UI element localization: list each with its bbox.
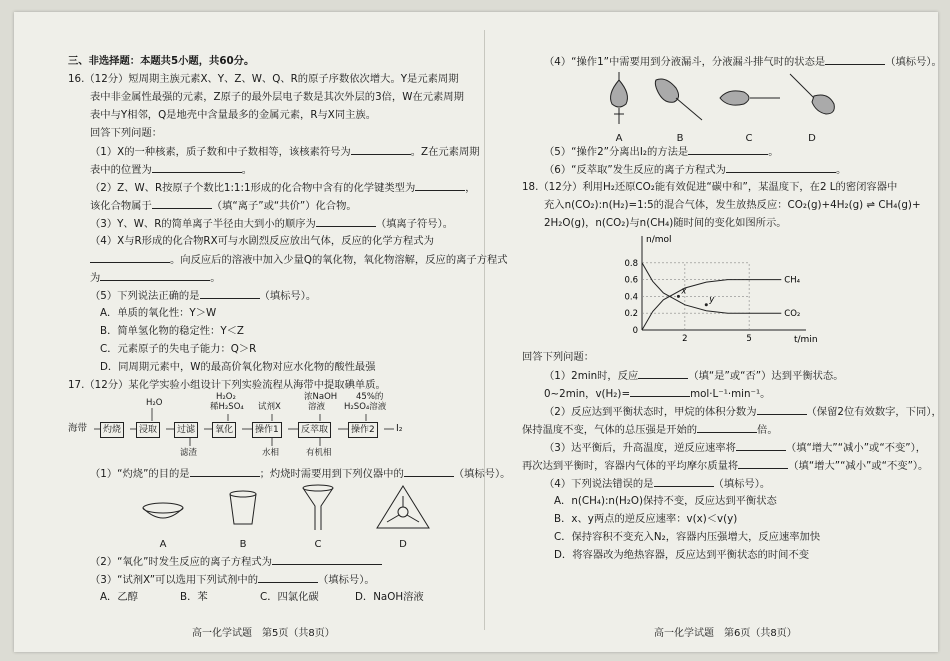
flow-step-1: 灼烧: [100, 422, 124, 438]
funnel-option-c[interactable]: [714, 70, 784, 146]
flow-reagent-h2o2: H₂O₂: [216, 392, 236, 402]
q17-sub1: [68, 464, 511, 482]
left-page: [68, 52, 511, 606]
q16-s2b: ，: [465, 182, 476, 194]
q18-option-d[interactable]: D．将容器改为绝热容器，反应达到平衡状态的时间不变: [554, 549, 810, 561]
apparatus-label-b: B: [239, 539, 247, 550]
q18-option-c[interactable]: C．保持容积不变充入N₂，容器内压强增大，反应速率加快: [554, 531, 821, 543]
funnel-upright-icon: [602, 70, 636, 126]
answer-blank[interactable]: [654, 474, 714, 487]
q18-sub4: [522, 474, 922, 492]
flow-start: 海带: [68, 423, 88, 434]
q17-sub4: [522, 52, 942, 70]
q18-sub3-cont: [522, 456, 929, 474]
funnel-label-a: A: [615, 133, 623, 144]
q16-sub1: [68, 142, 480, 160]
q16-s4d: 。: [210, 272, 221, 284]
answer-blank[interactable]: [200, 286, 260, 299]
flow-organic-phase: 有机相: [306, 448, 332, 458]
q16-s2c: 该化合物属于: [90, 200, 152, 212]
q16-option-a[interactable]: A．单质的氧化性：Y＞W: [100, 307, 217, 319]
q17-s1a: （1）“灼烧”的目的是: [90, 468, 190, 480]
apparatus-label-a: A: [159, 539, 167, 550]
y-tick-label: 0.6: [624, 275, 638, 286]
flow-reagent-naoh: 浓NaOH: [304, 392, 338, 402]
q18-line-2: 充入n(CO₂):n(H₂)=1:5的混合气体，发生放热反应：CO₂(g)+4H₂(g) ⇌ CH₄(g)+: [544, 199, 921, 211]
q16-s4c: 为: [90, 272, 101, 284]
q18-line-3: 2H₂O(g)，n(CO₂)与n(CH₄)随时间的变化如图所示。: [544, 217, 787, 229]
q16-sub2-cont: [68, 196, 468, 214]
flow-water-phase: 水相: [262, 448, 280, 458]
q16-option-d[interactable]: D．同周期元素中，W的最高价氧化物对应水化物的酸性最强: [100, 361, 376, 373]
answer-blank[interactable]: [272, 552, 382, 565]
q17-s5b: 。: [768, 146, 779, 158]
q17-flowchart: [68, 394, 468, 464]
point-label: y: [709, 294, 715, 305]
flow-reagent-x: 试剂X: [258, 402, 281, 412]
funnel-label-c: C: [745, 133, 753, 144]
answer-blank[interactable]: [415, 178, 465, 191]
q16-sub1-cont: [68, 160, 468, 178]
flow-step-3: 过滤: [174, 422, 198, 438]
q18-line-1: 18.（12分）利用H₂还原CO₂能有效促进“碳中和”，某温度下，在2 L的密闭容器中: [522, 181, 898, 193]
q17-s4b: （填标号）。: [885, 56, 942, 68]
funnel-label-b: B: [676, 133, 684, 144]
q17-s6a: （6）“反萃取”发生反应的离子方程式为: [544, 164, 726, 176]
q16-sub4: （4）X与R形成的化合物RX可与水剧烈反应放出气体，反应的化学方程式为: [90, 235, 434, 247]
q16-sub2: [68, 178, 476, 196]
data-point: [705, 303, 708, 306]
footer-right: 高一化学试题 第6页（共8页）: [654, 628, 797, 639]
answer-blank[interactable]: [190, 464, 260, 477]
flow-reagent-h2o: H₂O: [146, 398, 163, 408]
q17-sub2: [68, 552, 468, 570]
q18-s2a: （2）反应达到平衡状态时，甲烷的体积分数为: [544, 406, 757, 418]
q18-chart-svg: [602, 232, 832, 348]
x-tick-label: 5: [746, 334, 752, 344]
q17-reagent-a[interactable]: A．乙醇: [100, 591, 138, 603]
answer-blank[interactable]: [90, 250, 170, 263]
q18-sub3: [522, 438, 927, 456]
q17-reagent-b[interactable]: B．苯: [180, 591, 208, 603]
flow-end: I₂: [396, 423, 403, 434]
funnel-option-a[interactable]: [602, 70, 636, 146]
q18-s2b: （保留2位有效数字，下同），: [806, 406, 942, 418]
y-tick-label: 0.8: [624, 258, 638, 269]
q16-s2a: （2）Z、W、R按原子个数比1:1:1形成的化合物中含有的化学键类型为: [90, 182, 416, 194]
clay-triangle-icon: [373, 482, 433, 532]
section-title: 三、非选择题：本题共5小题，共60分。: [68, 55, 255, 67]
flow-step-7: 操作2: [348, 422, 378, 438]
q16-line-3: 表中与Y相邻，Q是地壳中含量最多的金属元素，R与X同主族。: [90, 109, 377, 121]
answer-blank[interactable]: [757, 402, 807, 415]
q16-s1d: 。: [241, 164, 253, 176]
flow-step-4: 氧化: [212, 422, 236, 438]
flow-step-6: 反萃取: [298, 422, 331, 438]
q17-sub3: [68, 570, 468, 588]
answer-blank[interactable]: [351, 142, 411, 155]
q16-sub3: [68, 214, 468, 232]
q18-s2d: 倍。: [757, 424, 778, 436]
y-tick-label: 0.4: [624, 292, 638, 303]
q18-s1d: mol·L⁻¹·min⁻¹。: [690, 388, 771, 400]
evaporating-dish-icon: [138, 482, 188, 532]
q16-line-1: 16.（12分）短周期主族元素X、Y、Z、W、Q、R的原子序数依次增大。Y是元素周期: [68, 73, 459, 85]
footer-left: 高一化学试题 第5页（共8页）: [192, 628, 335, 639]
flow-step-2: 浸取: [136, 422, 160, 438]
flow-reagent-h2so4: 稀H₂SO₄: [210, 402, 244, 412]
q17-s1b: ；灼烧时需要用到下列仪器中的: [259, 468, 404, 480]
answer-blank[interactable]: [738, 456, 788, 469]
q18-sub1-cont: [522, 384, 922, 402]
funnel-option-d[interactable]: [784, 70, 840, 146]
q18-option-b[interactable]: B．x、y两点的逆反应速率：v(x)＜v(y): [554, 513, 738, 525]
q17-s3b: （填标号）。: [318, 574, 375, 586]
apparatus-a[interactable]: [138, 482, 188, 552]
flow-step-5: 操作1: [252, 422, 282, 438]
funnel-tilted-up-icon: [784, 70, 840, 126]
x-tick-label: 2: [682, 334, 688, 344]
apparatus-b[interactable]: [218, 482, 268, 552]
funnel-horizontal-icon: [714, 70, 784, 126]
q18-s4a: （4）下列说法错误的是: [544, 478, 654, 490]
exam-sheet: [14, 12, 942, 652]
answer-blank[interactable]: [726, 160, 836, 173]
series-label: CH₄: [784, 275, 801, 286]
q16-s3b: （填离子符号）。: [375, 218, 454, 230]
q16-s1b: 。Z在元素周期: [410, 146, 480, 158]
q18-sub2-cont: [522, 420, 922, 438]
apparatus-label-c: C: [314, 539, 322, 550]
flow-residue: 滤渣: [180, 448, 198, 458]
q17-s6b: 。: [835, 164, 847, 176]
q18-s1c: 0~2min，v(H₂)=: [544, 388, 631, 400]
q16-s4b: 。向反应后的溶液中加入少量Q的氧化物，氧化物溶解，反应的离子方程式: [170, 254, 508, 266]
q18-sub1: [522, 366, 922, 384]
apparatus-c[interactable]: [293, 482, 343, 552]
funnel-row: [522, 70, 922, 142]
q16-sub4-cont: [68, 250, 508, 268]
q16-s5b: （填标号）。: [259, 290, 317, 302]
q17-s1c: （填标号）。: [453, 468, 511, 480]
q17-reagent-c[interactable]: C．四氯化碳: [260, 591, 319, 603]
q18-ask: 回答下列问题：: [522, 351, 595, 363]
answer-blank[interactable]: [736, 438, 786, 451]
q16-option-c[interactable]: C．元素原子的失电子能力：Q＞R: [100, 343, 257, 355]
q16-sub4-cont2: [68, 268, 468, 286]
answer-blank[interactable]: [404, 464, 454, 477]
q18-s4b: （填标号）。: [713, 478, 771, 490]
q18-s3d: （填“增大”“减小”或“不变”）。: [788, 460, 929, 472]
q18-option-a[interactable]: A．n(CH₄):n(H₂O)保持不变，反应达到平衡状态: [554, 495, 777, 507]
x-axis-label: t/min: [794, 335, 818, 345]
flow-reagent-naoh-sol: 溶液: [308, 402, 326, 412]
q18-s1b: （填“是”或“否”）达到平衡状态。: [688, 370, 844, 382]
answer-blank[interactable]: [152, 160, 242, 173]
funnel-icon: [293, 482, 343, 532]
answer-blank[interactable]: [825, 52, 885, 65]
q16-option-b[interactable]: B．简单氢化物的稳定性：Y＜Z: [100, 325, 244, 337]
q17-s5a: （5）“操作2”分离出I₂的方法是: [544, 146, 689, 158]
apparatus-row: [68, 482, 468, 552]
apparatus-label-d: D: [399, 539, 407, 550]
apparatus-d[interactable]: [373, 482, 433, 552]
answer-blank[interactable]: [697, 420, 757, 433]
answer-blank[interactable]: [100, 268, 210, 281]
q16-sub5: [68, 286, 468, 304]
q18-s2c: 保持温度不变，气体的总压强是开始的: [522, 424, 698, 436]
q17-reagent-d[interactable]: D．NaOH溶液: [355, 591, 424, 603]
q17-s4a: （4）“操作1”中需要用到分液漏斗，分液漏斗排气时的状态是: [544, 56, 826, 68]
flow-reagent-45: 45%的: [356, 392, 384, 402]
series-line: [642, 263, 781, 313]
flow-reagent-h2so4-sol: H₂SO₄溶液: [344, 402, 387, 412]
answer-blank[interactable]: [638, 366, 688, 379]
q16-s1a: （1）X的一种核素，质子数和中子数相等，该核素符号为: [90, 146, 351, 158]
answer-blank[interactable]: [630, 384, 690, 397]
q16-s5a: （5）下列说法正确的是: [90, 290, 200, 302]
crucible-icon: [218, 482, 268, 532]
q17-sub6: [522, 160, 922, 178]
q18-s3b: （填“增大”“减小”或“不变”），: [785, 442, 927, 454]
q16-s1c: 表中的位置为: [90, 164, 152, 176]
q18-chart: [522, 232, 922, 348]
q17-intro: 17.（12分）某化学实验小组设计下列实验流程从海带中提取碘单质。: [68, 379, 386, 391]
q16-line-2: 表中非金属性最强的元素，Z原子的最外层电子数是其次外层的3倍，W在元素周期: [90, 91, 464, 103]
q18-s3c: 再次达到平衡时，容器内气体的平均摩尔质量将: [522, 460, 739, 472]
y-tick-label: 0: [632, 326, 638, 336]
right-page: [522, 52, 942, 564]
answer-blank[interactable]: [258, 570, 318, 583]
answer-blank[interactable]: [152, 196, 212, 209]
q16-s2d: （填“离子”或“共价”）化合物。: [211, 200, 357, 212]
q17-s3a: （3）“试剂X”可以选用下列试剂中的: [90, 574, 259, 586]
funnel-option-b[interactable]: [652, 70, 708, 146]
y-axis-label: n/mol: [646, 235, 672, 245]
q17-reagent-options: [68, 588, 468, 606]
answer-blank[interactable]: [316, 214, 376, 227]
point-label: x: [681, 286, 687, 297]
y-tick-label: 0.2: [624, 309, 638, 320]
funnel-label-d: D: [808, 133, 816, 144]
q17-s2: （2）“氧化”时发生反应的离子方程式为: [90, 556, 272, 568]
series-label: CO₂: [784, 309, 801, 320]
data-point: [677, 295, 680, 298]
q18-sub2: [522, 402, 942, 420]
page-divider: [484, 30, 485, 630]
q18-s3a: （3）达平衡后，升高温度，逆反应速率将: [544, 442, 736, 454]
funnel-tilted-down-icon: [652, 70, 708, 126]
q18-s1a: （1）2min时，反应: [544, 370, 639, 382]
q16-s3a: （3）Y、W、R的简单离子半径由大到小的顺序为: [90, 218, 316, 230]
q16-line-4: 回答下列问题：: [90, 127, 163, 139]
